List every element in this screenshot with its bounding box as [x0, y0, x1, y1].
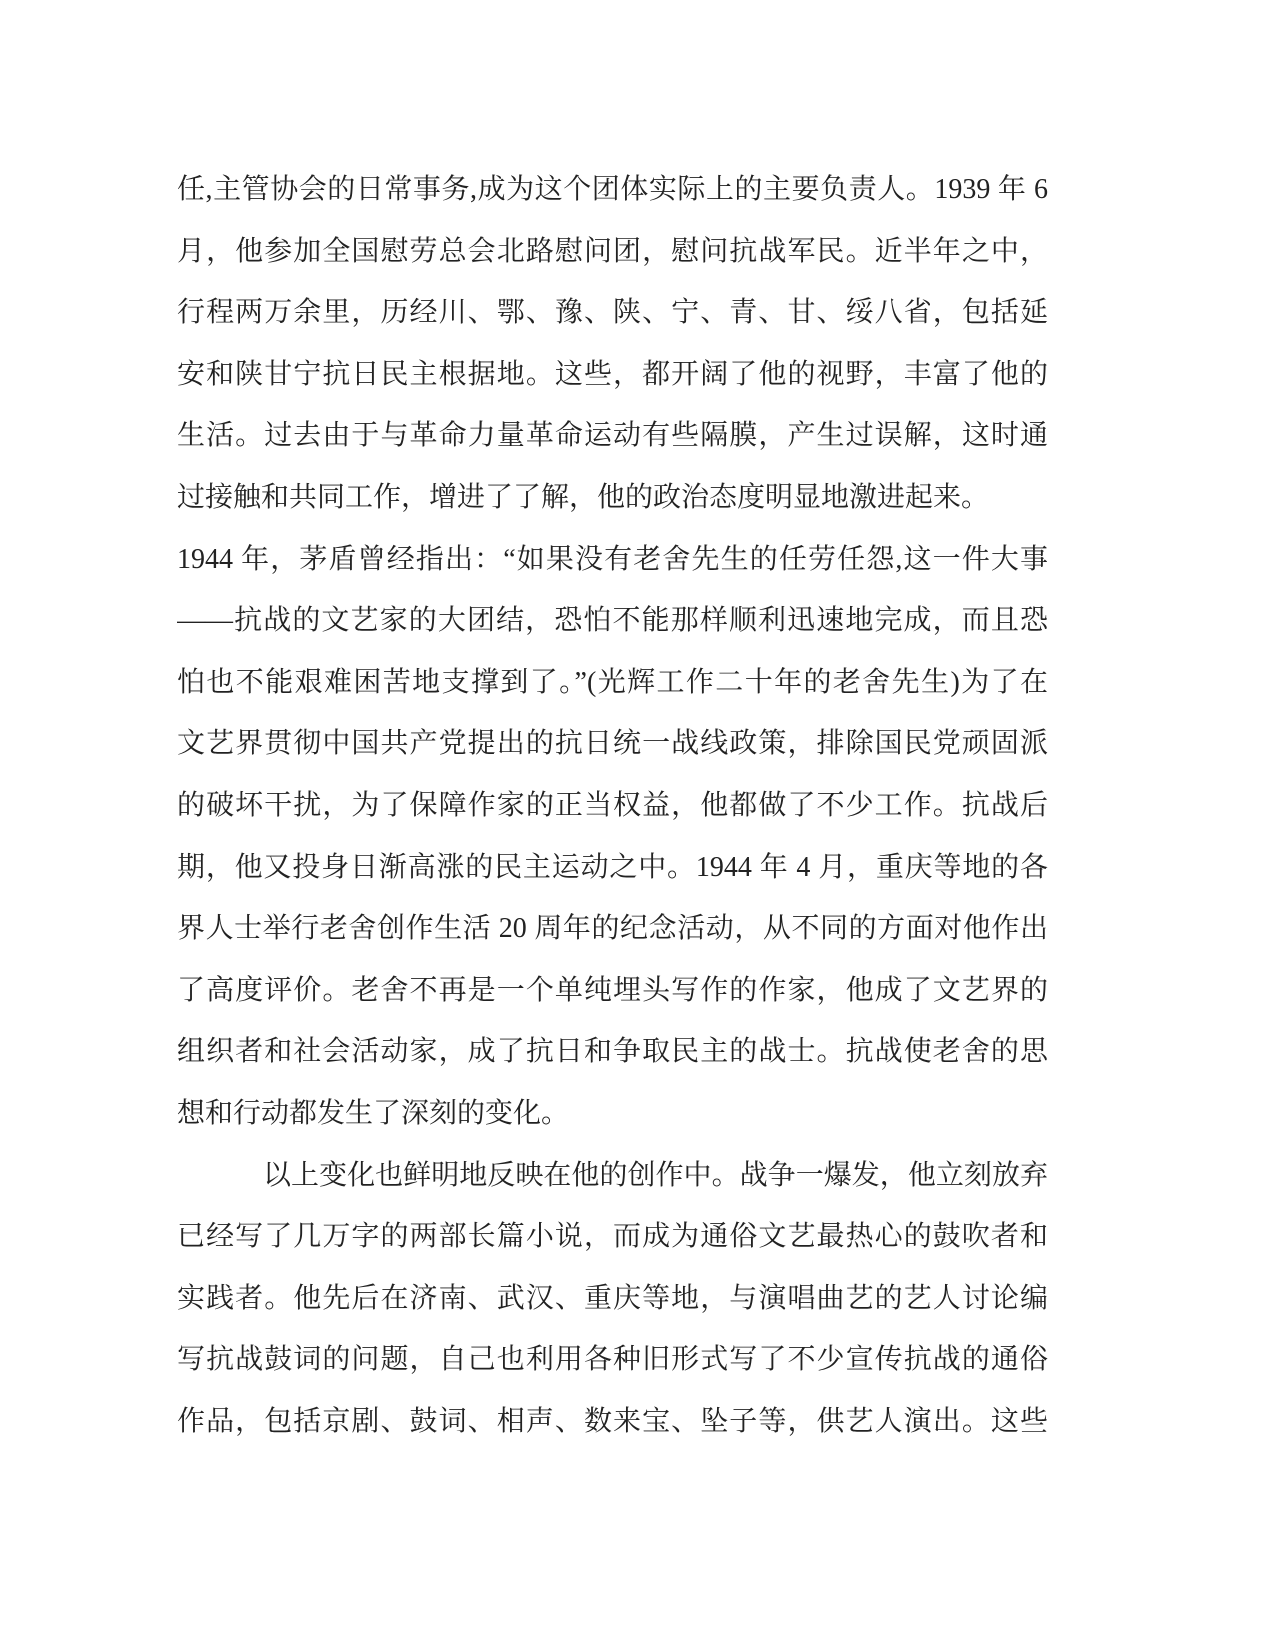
text-line: 文艺界贯彻中国共产党提出的抗日统一战线政策，排除国民党顽固派: [177, 728, 1048, 760]
text-line: 期，他又投身日渐高涨的民主运动之中。1944 年 4 月，重庆等地的各: [177, 851, 1048, 883]
text-line: 写抗战鼓词的问题，自己也利用各种旧形式写了不少宣传抗战的通俗: [177, 1344, 1048, 1376]
text-line: 月，他参加全国慰劳总会北路慰问团，慰问抗战军民。近半年之中，: [177, 235, 1048, 267]
text-line: 安和陕甘宁抗日民主根据地。这些，都开阔了他的视野，丰富了他的: [177, 358, 1048, 390]
text-line: ——抗战的文艺家的大团结，恐怕不能那样顺利迅速地完成，而且恐: [177, 605, 1048, 637]
text-line: 过接触和共同工作，增进了了解，他的政治态度明显地激进起来。: [177, 481, 990, 513]
text-line: 的破坏干扰，为了保障作家的正当权益，他都做了不少工作。抗战后: [177, 789, 1048, 821]
text-block: [177, 159, 1048, 1452]
text-line: 任,主管协会的日常事务,成为这个团体实际上的主要负责人。1939 年 6: [177, 174, 1048, 205]
text-line: 生活。过去由于与革命力量革命运动有些隔膜，产生过误解，这时通: [177, 420, 1048, 452]
text-line: 实践者。他先后在济南、武汉、重庆等地，与演唱曲艺的艺人讨论编: [177, 1282, 1048, 1314]
text-line: 行程两万余里，历经川、鄂、豫、陕、宁、青、甘、绥八省，包括延: [177, 297, 1048, 329]
text-line: 1944 年，茅盾曾经指出：“如果没有老舍先生的任劳任怨,这一件大事: [177, 543, 1048, 575]
text-line: 了高度评价。老舍不再是一个单纯埋头写作的作家，他成了文艺界的: [177, 974, 1048, 1006]
text-line: 作品，包括京剧、鼓词、相声、数来宝、坠子等，供艺人演出。这些: [177, 1405, 1048, 1437]
text-line: 以上变化也鲜明地反映在他的创作中。战争一爆发，他立刻放弃: [263, 1159, 1048, 1191]
text-line: 怕也不能艰难困苦地支撑到了。”(光辉工作二十年的老舍先生)为了在: [177, 666, 1048, 698]
text-line: 界人士举行老舍创作生活 20 周年的纪念活动，从不同的方面对他作出: [177, 913, 1048, 945]
text-line: 组织者和社会活动家，成了抗日和争取民主的战士。抗战使老舍的思: [177, 1036, 1048, 1068]
text-line: 已经写了几万字的两部长篇小说，而成为通俗文艺最热心的鼓吹者和: [177, 1221, 1048, 1253]
text-line: 想和行动都发生了深刻的变化。: [177, 1097, 570, 1129]
